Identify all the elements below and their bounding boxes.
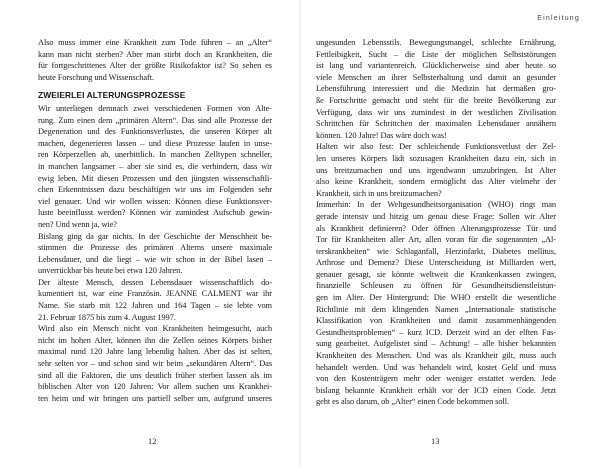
text-line: Richtlinie mit dem klingenden Namen „Internationale statistische bbox=[316, 304, 556, 314]
text-line: len unseres Körpers lädt sozusagen Krankheiten dazu ein, sich in bbox=[316, 153, 556, 163]
text-line: Krankheiten des Menschen. Und was als Krankheit gilt, muss auch bbox=[316, 351, 556, 361]
right-body-text bbox=[316, 37, 556, 408]
page-number: 13 bbox=[431, 437, 440, 446]
text-line: finanzielle Schleusen zu öffnen für Gesundheitsdienstleistun- bbox=[316, 281, 556, 291]
text-line: Degeneration und des Funktionsverlustes, die unseren Körper alt bbox=[38, 127, 272, 137]
text-line: sehr selten vor – und schon sind wir beim „sekundären Altern“. Das bbox=[38, 359, 272, 369]
text-line: bislang bekannte Krankheit erhält vor der ICD einen Code. Jetzt bbox=[316, 385, 556, 395]
text-line: Fettleibigkeit, Sucht – die Liste der möglichen Selbststörungen bbox=[316, 49, 556, 59]
text-line: genauer gesagt, sie könnte weltweit die Krankenkassen zwingen, bbox=[316, 269, 556, 279]
text-line: unverrückbar bis heute bei etwa 120 Jahren. bbox=[38, 266, 183, 276]
left-page-body bbox=[38, 37, 272, 404]
text-line: Bislang ging da gar nichts. In der Geschichte der Menschheit be- bbox=[38, 231, 272, 241]
text-line: ren Körperzellen ab, unerbittlich. In manchen Zelltypen schneller, bbox=[38, 150, 272, 160]
text-line: Wird also ein Mensch nicht von Krankheiten heimgesucht, auch bbox=[38, 324, 272, 334]
text-line: chen Erkenntnissen dazu beschäftigen wir uns im Folgenden sehr bbox=[38, 185, 272, 195]
section-body bbox=[38, 103, 272, 404]
text-line: rung. Zum einen dem „primären Altern“. Das sind alle Prozesse der bbox=[38, 115, 272, 125]
page-number: 12 bbox=[148, 437, 157, 446]
text-line: Verfügung, dass wir uns zumindest in der westlichen Zivilisation bbox=[316, 107, 556, 117]
text-line: Klassifikation von Krankheiten und damit zusammenhängenden bbox=[316, 316, 556, 326]
text-line: Name. Sie starb mit 122 Jahren und 164 Tagen – sie lebte vom bbox=[38, 301, 272, 311]
text-line: biblischen Alter von 120 Jahren: Vor allem suchen uns Krankhei- bbox=[38, 382, 272, 392]
text-line: ewig leben. Mit diesen Prozessen und den jüngsten wissenschaftli- bbox=[38, 173, 272, 183]
text-line: sung gearbeitet. Aufgelistet sind – Achtung! – alle bisher bekannten bbox=[316, 339, 556, 349]
text-line: sind all die Faktoren, die uns deutlich früher sterben lassen als im bbox=[38, 370, 272, 380]
text-line: heute Forschung und Wissenschaft. bbox=[38, 72, 154, 82]
text-line: ist lang und variantenreich. Glücklicherweise sind aber heute so bbox=[316, 61, 556, 71]
text-line: Halten wir also fest: Der schleichende Funktionsverlust der Zel- bbox=[316, 142, 556, 152]
text-line: gerade intensiv und hitzig um genau diese Frage: Sollen wir Alter bbox=[316, 211, 556, 221]
text-line: viel genauer. Und wir wollen wissen: Können diese Funktionsver- bbox=[38, 196, 272, 206]
text-line: terskrankheiten“ wie Schlaganfall, Herzinfarkt, Diabetes mellitus, bbox=[316, 246, 556, 256]
text-line: Lebensdauer, und die liegt – wie wir schon in der Bibel lasen – bbox=[38, 254, 272, 264]
text-line: Arthrose und Demenz? Diese Unterscheidung ist Milliarden wert, bbox=[316, 258, 556, 268]
text-line: 21. Februar 1875 bis zum 4. August 1997. bbox=[38, 312, 176, 322]
text-line: ten heim und wir bringen uns partiell selber um, aufgrund unseres bbox=[38, 393, 272, 403]
running-head: Einleitung bbox=[537, 15, 580, 22]
text-line: nen? Und wenn ja, wie? bbox=[38, 219, 117, 229]
right-page bbox=[301, 0, 600, 467]
text-line: Tor für Krankheiten aller Art, allen voran für die sogenannten „Al- bbox=[316, 235, 556, 245]
section-heading: ZWEIERLEI ALTERUNGSPROZESSE bbox=[38, 90, 186, 101]
paragraph-gap bbox=[38, 83, 272, 90]
text-line: können. 120 Jahre! Das wäre doch was! bbox=[316, 130, 447, 140]
text-line: ße Fortschritte gemacht und steht für die breite Bevölkerung zur bbox=[316, 95, 556, 105]
text-line: geht es also darum, ob „Alter“ einen Code bekommen soll. bbox=[316, 397, 509, 407]
text-line: in manchen langsamer – aber sie sind es, die verhindern, dass wir bbox=[38, 161, 272, 171]
text-line: gen im Alter. Der Hintergrund: Die WHO erstellt die wesentliche bbox=[316, 293, 556, 303]
text-line: machen, degenerieren lassen – und diese Prozesse laufen in unse- bbox=[38, 138, 272, 148]
text-line: Immerhin: In der Weltgesundheitsorganisation (WHO) ringt man bbox=[316, 200, 556, 210]
text-line: Schrittchen für Schrittchen der maximalen Lebensdauer annähern bbox=[316, 119, 556, 129]
text-line: behandelt werden. Und was behandelt wird, kostet Geld und muss bbox=[316, 362, 556, 372]
text-line: kumentiert ist, war eine Französin. JEANNE CALMENT war ihr bbox=[38, 289, 272, 299]
right-page-body bbox=[316, 37, 556, 408]
text-line: kann man nicht sterben? Aber man stirbt doch an Krankheiten, die bbox=[38, 49, 272, 59]
text-line: also keine Krankheit, sondern ermöglicht das Alter vielmehr der bbox=[316, 177, 556, 187]
intro-paragraph bbox=[38, 37, 272, 83]
text-line: stimmen die Prozesse des primären Alterns unsere maximale bbox=[38, 243, 272, 253]
text-line: Lebensführung interessiert und die Medizin hat dermaßen gro- bbox=[316, 84, 556, 94]
text-line: Der älteste Mensch, dessen Lebensdauer wissenschaftlich do- bbox=[38, 277, 272, 287]
text-line: uns breitzumachen und uns irgendwann umzubringen. Ist Alter bbox=[316, 165, 556, 175]
text-line: nicht im hohen Alter, können ihn die Zellen seines Körpers bisher bbox=[38, 335, 272, 345]
text-line: von den Kostenträgern mehr oder weniger erstattet werden. Jede bbox=[316, 374, 556, 384]
text-line: Gesundheitsproblemen“ – kurz ICD. Derzeit wird an der elften Fas- bbox=[316, 327, 556, 337]
text-line: ungesunden Lebensstils. Bewegungsmangel, schlechte Ernährung, bbox=[316, 38, 556, 47]
text-line: luste beeinflusst werden? Können wir zumindest Aufschub gewin- bbox=[38, 208, 272, 218]
text-line: als Krankheit definieren? Oder öffnen Alterungsprozesse Tür und bbox=[316, 223, 556, 233]
text-line: maximal rund 120 Jahre lang lebendig halten. Aber das ist selten, bbox=[38, 347, 272, 357]
text-line: viele Menschen an ihrer Selbsterhaltung und damit an gesunder bbox=[316, 72, 556, 82]
text-line: Krankheit, sich in uns breitzumachen? bbox=[316, 188, 442, 198]
text-line: für fortgeschrittenes Alter der größte Risikofaktor ist? So sehen es bbox=[38, 61, 272, 71]
text-line: Also muss immer eine Krankheit zum Tode führen – an „Alter“ bbox=[38, 38, 272, 47]
text-line: Wir unterliegen demnach zwei verschiedenen Formen von Alte- bbox=[38, 103, 272, 113]
